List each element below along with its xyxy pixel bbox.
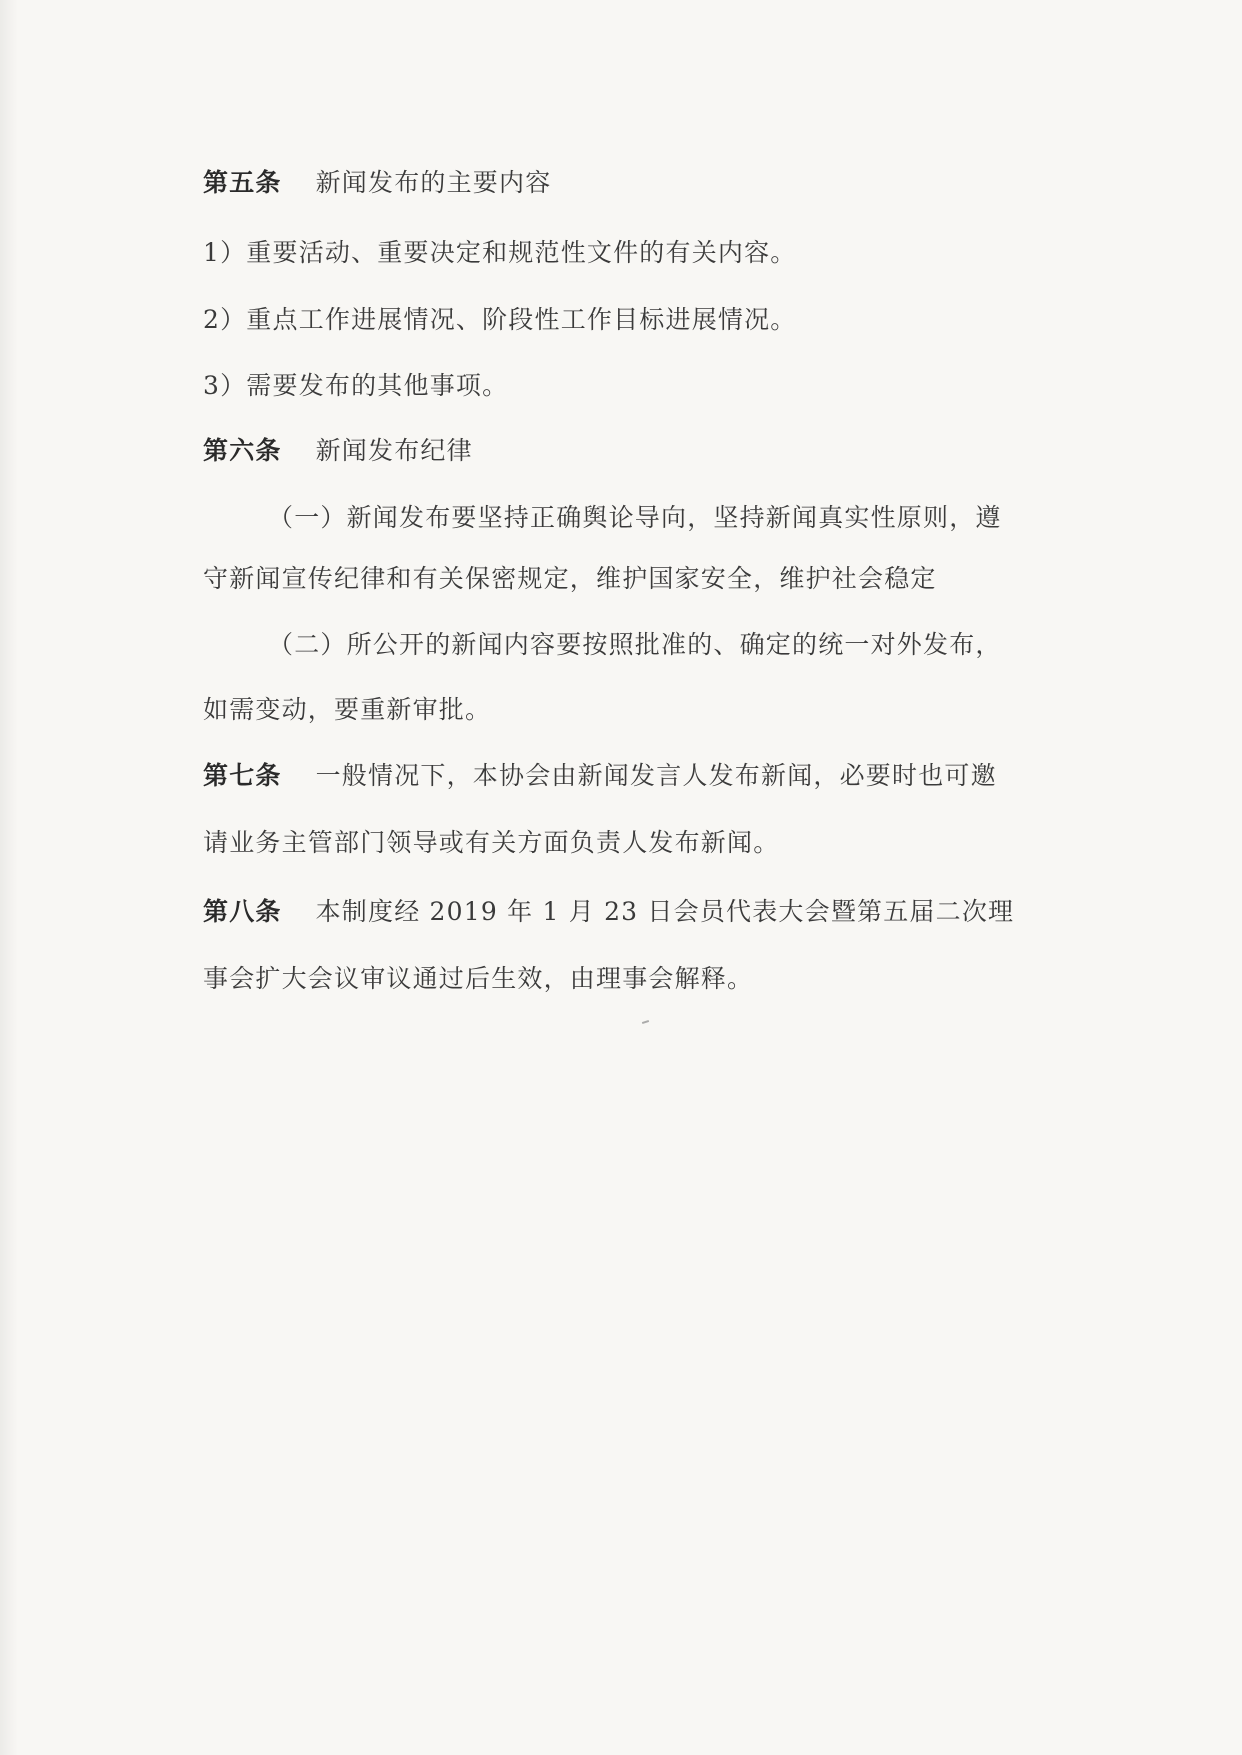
scan-speck (642, 1020, 649, 1024)
article-6-para-2-line-1: （二）所公开的新闻内容要按照批准的、确定的统一对外发布， (268, 630, 1002, 659)
article-7-line-2: 请业务主管部门领导或有关方面负责人发布新闻。 (203, 828, 780, 857)
article-8-text-1: 本制度经 2019 年 1 月 23 日会员代表大会暨第五届二次理 (315, 897, 1015, 926)
article-5-item-2: 2）重点工作进展情况、阶段性工作目标进展情况。 (203, 305, 797, 334)
article-8-line-1 (203, 895, 1014, 929)
article-7-label: 第七条 (203, 761, 282, 790)
scan-edge-shadow (0, 0, 18, 1755)
article-6-para-2-line-2: 如需变动，要重新审批。 (203, 695, 492, 724)
article-6-para-1-line-2: 守新闻宣传纪律和有关保密规定，维护国家安全，维护社会稳定 (203, 564, 937, 593)
article-5-heading (203, 166, 551, 200)
article-7-text-1: 一般情况下，本协会由新闻发言人发布新闻，必要时也可邀 (315, 761, 997, 790)
article-5-title: 新闻发布的主要内容 (315, 168, 552, 197)
article-6-label: 第六条 (203, 436, 282, 465)
article-6-heading (203, 434, 473, 468)
article-6-title: 新闻发布纪律 (315, 436, 473, 465)
article-7-line-1 (203, 759, 997, 793)
article-6-para-1-line-1: （一）新闻发布要坚持正确舆论导向，坚持新闻真实性原则，遵 (268, 503, 1002, 532)
article-8-label: 第八条 (203, 897, 282, 926)
article-8-line-2: 事会扩大会议审议通过后生效，由理事会解释。 (203, 964, 754, 993)
article-5-label: 第五条 (203, 168, 282, 197)
article-5-item-3: 3）需要发布的其他事项。 (203, 371, 509, 400)
article-5-item-1: 1）重要活动、重要决定和规范性文件的有关内容。 (203, 238, 797, 267)
